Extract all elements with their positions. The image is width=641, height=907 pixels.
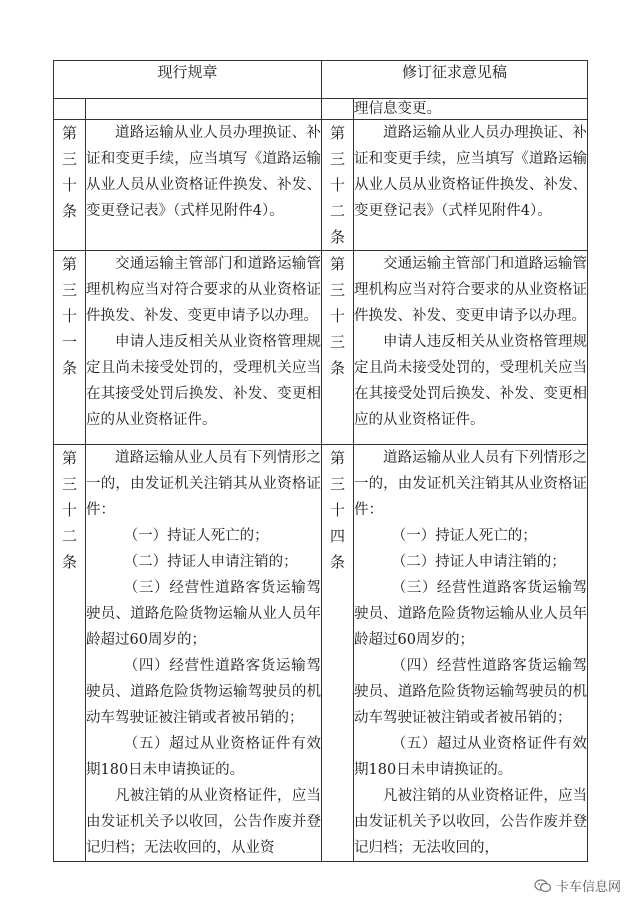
current-article-number: 第 三 十 一 条: [54, 251, 86, 445]
article-cell-empty: [322, 99, 354, 120]
comparison-table: [53, 60, 588, 862]
revised-article-number: 第 三 十 四 条: [322, 445, 354, 862]
article-row: [54, 120, 588, 251]
current-continuation: [86, 99, 322, 120]
revised-article-text: 交通运输主管部门和道路运输管理机构应当对符合要求的从业资格证件换发、补发、变更申请予以办理。 申请人违反相关从业资格管理规定且尚未接受处罚的，受理机关应当在其接受处罚后换发、补发、变更相应的从业资格证件。: [354, 251, 588, 445]
current-article-text: 交通运输主管部门和道路运输管理机构应当对符合要求的从业资格证件换发、补发、变更申请予以办理。 申请人违反相关从业资格管理规定且尚未接受处罚的，受理机关应当在其接受处罚后换发、补发、变更相应的从业资格证件。: [86, 251, 322, 445]
header-row: [54, 61, 588, 99]
current-article-text: 道路运输从业人员有下列情形之一的，由发证机关注销其从业资格证件： （一）持证人死亡的； （二）持证人申请注销的； （三）经营性道路客货运输驾驶员、道路危险货物运输从业人员年龄超过60周岁的； （四）经营性道路客货运输驾驶员、道路危险货物运输驾驶员的机动车驾驶证被注销或者被吊销的； （五）超过从业资格证件有效期180日未申请换证的。 凡被注销的从业资格证件，应当由发证机关予以收回，公告作废并登记归档；无法收回的，从业资: [86, 445, 322, 862]
article-row: [54, 251, 588, 445]
watermark-text: 卡车信息网: [555, 880, 621, 895]
current-article-number: 第 三 十 二 条: [54, 445, 86, 862]
watermark: [534, 876, 621, 895]
header-current: 现行规章: [54, 61, 322, 99]
article-row: [54, 445, 588, 862]
revised-article-text: 道路运输从业人员有下列情形之一的，由发证机关注销其从业资格证件： （一）持证人死亡的； （二）持证人申请注销的； （三）经营性道路客货运输驾驶员、道路危险货物运输从业人员年龄超过60周岁的； （四）经营性道路客货运输驾驶员、道路危险货物运输驾驶员的机动车驾驶证被注销或者被吊销的； （五）超过从业资格证件有效期180日未申请换证的。 凡被注销的从业资格证件，应当由发证机关予以收回，公告作废并登记归档；无法收回的，: [354, 445, 588, 862]
revised-article-number: 第 三 十 二 条: [322, 120, 354, 251]
continuation-row: [54, 99, 588, 120]
current-article-number: 第 三 十 条: [54, 120, 86, 251]
revised-article-number: 第 三 十 三 条: [322, 251, 354, 445]
article-cell-empty: [54, 99, 86, 120]
current-article-text: 道路运输从业人员办理换证、补证和变更手续，应当填写《道路运输从业人员从业资格证件换发、补发、变更登记表》（式样见附件4）。: [86, 120, 322, 251]
header-revised: 修订征求意见稿: [322, 61, 588, 99]
revised-article-text: 道路运输从业人员办理换证、补证和变更手续，应当填写《道路运输从业人员从业资格证件换发、补发、变更登记表》（式样见附件4）。: [354, 120, 588, 251]
wechat-icon: [534, 879, 552, 893]
revised-continuation: 理信息变更。: [354, 99, 588, 120]
